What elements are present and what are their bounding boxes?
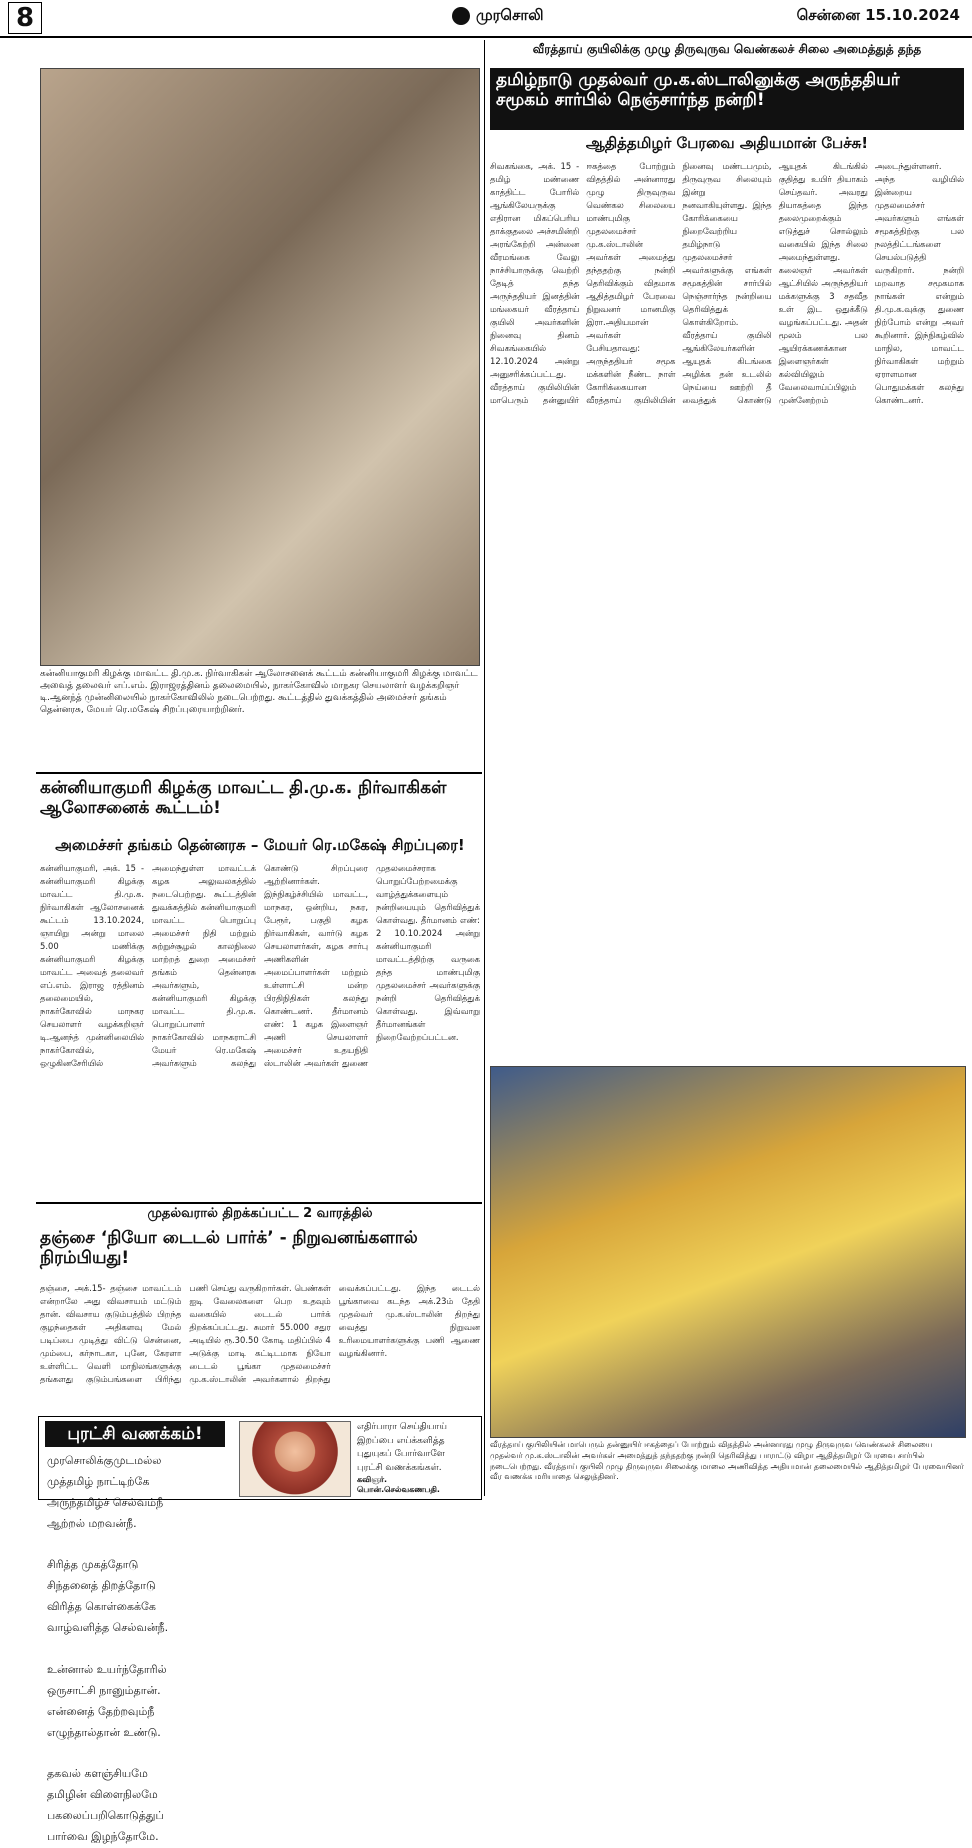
meeting-photo bbox=[40, 68, 480, 666]
statue-photo bbox=[490, 1066, 966, 1438]
headline-meeting: கன்னியாகுமரி கிழக்கு மாவட்ட தி.மு.க. நிர்வாகிகள் ஆலோசனைக் கூட்டம்! bbox=[40, 778, 447, 819]
divider bbox=[36, 772, 482, 774]
subhead-meeting: அமைச்சர் தங்கம் தென்னரசு – மேயர் ரெ.மகேஷ் சிறப்புரை! bbox=[55, 836, 465, 854]
city-date: சென்னை 15.10.2024 bbox=[796, 6, 960, 24]
paper-name: முரசொலி bbox=[476, 6, 544, 24]
story-kuyili: சிவகங்கை, அக். 15 - தமிழ் மண்ணை காத்திட்ட போரில் ஆங்கிலேயருக்கு எதிரான மிகப்பெரிய தாக்குதலை அச்சமின்றி அரங்கேற்றி அன்னை வீரமங்கை வேலு நாச்சியாருக்கு வெற்றி தேடித் தந்த அருந்ததியர் இனத்தின் மங்கையர் வீரத்தாய் குயிலி அவர்களின் நினைவு தினம் சிவகங்கையில் 12.10.2024 அன்று அனுசரிக்கப்பட்டது. வீரத்தாய் குயிலியின் மாபெரும் தன்னுயிர் ஈகத்தை போற்றும் விதத்தில் அன்னாரது முழு திருவுருவ வெண்கல சிலையை மாண்புமிகு முதலமைச்சர் மு.க.ஸ்டாலின் அவர்கள் அமைத்து தந்ததற்கு நன்றி தெரிவிக்கும் விதமாக ஆதித்தமிழர் பேரவை நிறுவனர் மானமிகு இரா.அதியமான் அவர்கள் பேசியதாவது: அருந்ததியர் சமூக மக்களின் நீண்ட நாள் கோரிக்கையான வீரத்தாய் குயிலியின் நினைவு மண்டபமும், திருவுருவ சிலையும் இன்று நனவாகியுள்ளது. இந்த கோரிக்கையை நிறைவேற்றிய தமிழ்நாடு முதலமைச்சர் அவர்களுக்கு எங்கள் சமூகத்தின் சார்பில் நெஞ்சார்ந்த நன்றியை தெரிவித்துக் கொள்கிறோம். வீரத்தாய் குயிலி ஆங்கிலேயர்களின் ஆயுதக் கிடங்கை அழிக்க தன் உடலில் நெய்யை ஊற்றி தீ வைத்துக் கொண்டு ஆயுதக் கிடங்கில் குதித்து உயிர் தியாகம் செய்தவர். அவரது தியாகத்தை இந்த தலைமுறைக்கும் எடுத்துச் சொல்லும் வகையில் இந்த சிலை அமைந்துள்ளது. கலைஞர் அவர்கள் ஆட்சியில் அருந்ததியர் மக்களுக்கு 3 சதவீத உள் இட ஒதுக்கீடு வழங்கப்பட்டது. அதன் மூலம் பல ஆயிரக்கணக்கான இளைஞர்கள் கல்வியிலும் வேலைவாய்ப்பிலும் முன்னேற்றம் அடைந்துள்ளனர். அந்த வழியில் இன்றைய முதலமைச்சர் அவர்களும் எங்கள் சமூகத்திற்கு பல நலத்திட்டங்களை செயல்படுத்தி வருகிறார். நன்றி மறவாத சமூகமாக நாங்கள் என்றும் தி.மு.க.வுக்கு துணை நிற்போம் என்று அவர் கூறினார். இந்நிகழ்வில் மாநில, மாவட்ட நிர்வாகிகள் மற்றும் ஏராளமான பொதுமக்கள் கலந்து கொண்டனர். bbox=[490, 161, 964, 406]
subhead-kuyili: ஆதித்தமிழர் பேரவை அதியமான் பேச்சு! bbox=[585, 134, 869, 152]
kicker-kuyili: வீரத்தாய் குயிலிக்கு முழு திருவுருவ வெண்கலச் சிலை அமைத்துத் தந்த bbox=[532, 42, 922, 56]
page-number: 8 bbox=[8, 2, 42, 34]
paper-logo bbox=[452, 6, 544, 26]
poem-text: முரசொலிக்குமுடமல்ல முத்தமிழ் நாட்டிற்கே அருந்தமிழ்ச் செல்வம்நீ ஆற்றல் மறவன்நீ. சிரித்த முகத்தோடு சிந்தனைத் திறத்தோடு விரித்த கொள்கைக்கே வாழ்வளித்த செல்வன்நீ. உன்னால் உயர்ந்தோரில் ஒருசாட்சி நானும்தான். என்னைத் தேற்றவும்நீ எழுந்தால்தான் உண்டு. தகவல் களஞ்சியமே தமிழின் விளைநிலமே பகலைப்பறிகொடுத்துப் பார்வை இழந்தோமே. bbox=[47, 1454, 169, 1844]
poet-subject-portrait bbox=[239, 1421, 351, 1497]
poem-box bbox=[38, 1416, 482, 1844]
headline-kuyili: தமிழ்நாடு முதல்வர் மு.க.ஸ்டாலினுக்கு அருந்ததியர் சமூகம் சார்பில் நெஞ்சார்ந்த நன்றி! bbox=[490, 68, 964, 130]
story-tidel: தஞ்சை, அக்.15- தஞ்சை மாவட்டம் என்றாலே அது விவசாயம் மட்டும் தான். விவசாய குடும்பத்தில் பிறந்த குழந்தைகள் அதிகளவு மேல் படிப்பை முடித்து விட்டு சென்னை, மும்பை, கர்நாடகா, புனே, கேரளா உள்ளிட்ட வெளி மாநிலங்களுக்கு தங்களது குடும்பங்களை பிரிந்து பணி செய்து வருகிறார்கள். பெண்கள் ஐடி வேலைகளை பெற உதவும் வகையில் டைடல் பார்க் திறக்கப்பட்டது. சுமார் 55.000 சதுர அடியில் ரூ.30.50 கோடி மதிப்பில் 4 அடுக்கு மாடி கட்டிடமாக நியோ டைடல் பூங்கா முதலமைச்சர் மு.க.ஸ்டாலின் அவர்களால் திறந்து வைக்கப்பட்டது. இந்த டைடல் பூங்காவை கடந்த அக்.23ம் தேதி முதல்வர் மு.க.ஸ்டாலின் திறந்து வைத்து நிறுவன உரிமையாளர்களுக்கு பணி ஆணை வழங்கினார். bbox=[40, 1283, 480, 1385]
poem-title: புரட்சி வணக்கம்! bbox=[45, 1421, 225, 1447]
divider bbox=[36, 1202, 482, 1204]
story-meeting: கன்னியாகுமரி, அக். 15 - கன்னியாகுமரி கிழக்கு மாவட்ட தி.மு.க. நிர்வாகிகள் ஆலோசனைக் கூட்டம் 13.10.2024, ஞாயிறு அன்று மாலை 5.00 மணிக்கு கன்னியாகுமரி கிழக்கு மாவட்ட அவைத் தலைவர் எப்.எம். இராஜ ரத்தினம் தலைமையில், நாகர்கோவில் மாநகர செயலாளர் வழக்கறிஞர் டி.ஆனந்த் முன்னிலையில் நாகர்கோவில், ஒழுகினசேரியில் அமைந்துள்ள மாவட்டக் கழக அலுவலகத்தில் நடைபெற்றது. கூட்டத்தின் துவக்கத்தில் கன்னியாகுமரி மாவட்ட பொறுப்பு அமைச்சர் நிதி மற்றும் சுற்றுச்சூழல் காலநிலை மாற்றத் துறை அமைச்சர் தங்கம் தென்னரசு அவர்களும், கன்னியாகுமரி கிழக்கு மாவட்ட தி.மு.க. பொறுப்பாளர் நாகர்கோவில் மாநகராட்சி மேயர் ரெ.மகேஷ் அவர்களும் கலந்து கொண்டு சிறப்புரை ஆற்றினார்கள். இந்நிகழ்ச்சியில் மாவட்ட, மாநகர, ஒன்றிய, நகர, பேரூர், பகுதி கழக நிர்வாகிகள், வார்டு கழக செயலாளர்கள், கழக சார்பு அணிகளின் அமைப்பாளர்கள் மற்றும் உள்ளாட்சி மன்ற பிரதிநிதிகள் கலந்து கொண்டனர். தீர்மானம் எண்: 1 கழக இளைஞர் அணி செயலாளர் அமைச்சர் உதயநிதி ஸ்டாலின் அவர்கள் துணை முதலமைச்சராக பொறுப்பேற்றமைக்கு வாழ்த்துக்களையும் நன்றியையும் தெரிவித்துக் கொள்வது. தீர்மானம் எண்: 2 10.10.2024 அன்று கன்னியாகுமரி மாவட்டத்திற்கு வருகை தந்த மாண்புமிகு முதலமைச்சர் அவர்களுக்கு நன்றி தெரிவித்துக் கொள்வது. இவ்வாறு தீர்மானங்கள் நிறைவேற்றப்பட்டன. bbox=[40, 863, 480, 1069]
column-divider bbox=[484, 40, 485, 1496]
headline-tidel: தஞ்சை ‘நியோ டைடல் பார்க்’ - நிறுவனங்களால் நிரம்பியது! bbox=[40, 1228, 418, 1269]
masthead bbox=[0, 0, 972, 38]
tribute-text: எதிர்பாரா செய்தியாய் இறப்பை எய்க்களித்த புதுயுகப் போர்வாளே புரட்சி வணக்கங்கள். bbox=[357, 1422, 447, 1473]
statue-photo-caption: வீரத்தாய் குயிலியின் மாபெரும் தன்னுயிர் ஈகத்தைப் போற்றும் விதத்தில் அன்னாரது முழு திருவுருவ வெண்கலச் சிலையை முதல்வர் மு.க.ஸ்டாலின் அவர்கள் அமைத்துத் தந்ததற்கு நன்றி தெரிவித்து பாராட்டு விழா ஆதித்தமிழர் பேரவை சார்பில் நடைபெற்றது. வீரத்தாய் குயிலி முழு திருவுருவ சிலைக்கு மாலை அணிவித்த அதியமான் தலைமையில் ஆதித்தமிழர் பேரவையினர் வீர வணக்க மரியாதை செலுத்தினர். bbox=[490, 1440, 964, 1482]
meeting-photo-caption: கன்னியாகுமரி கிழக்கு மாவட்ட தி.மு.க. நிர்வாகிகள் ஆலோசனைக் கூட்டம் கன்னியாகுமரி கிழக்கு மாவட்ட அவைத் தலைவர் எப்.எம். இராஜரத்தினம் தலைமையில், நாகர்கோவில் மாநகர செயலாளர் வழக்கறிஞர் டி.ஆனந்த் முன்னிலையில் நாகர்கோவிலில் நடைபெற்றது. கூட்டத்தில் துவக்கத்தில் அமைச்சர் தங்கம் தென்னரசு, மேயர் ரெ.மகேஷ் சிறப்புரையாற்றினர். bbox=[40, 669, 478, 716]
kicker-tidel: முதல்வரால் திறக்கப்பட்ட 2 வாரத்தில் bbox=[147, 1206, 373, 1221]
poet-name: கவிஞர். பொன்.செல்வகணபதி. bbox=[357, 1475, 440, 1495]
logo-icon bbox=[452, 7, 470, 25]
